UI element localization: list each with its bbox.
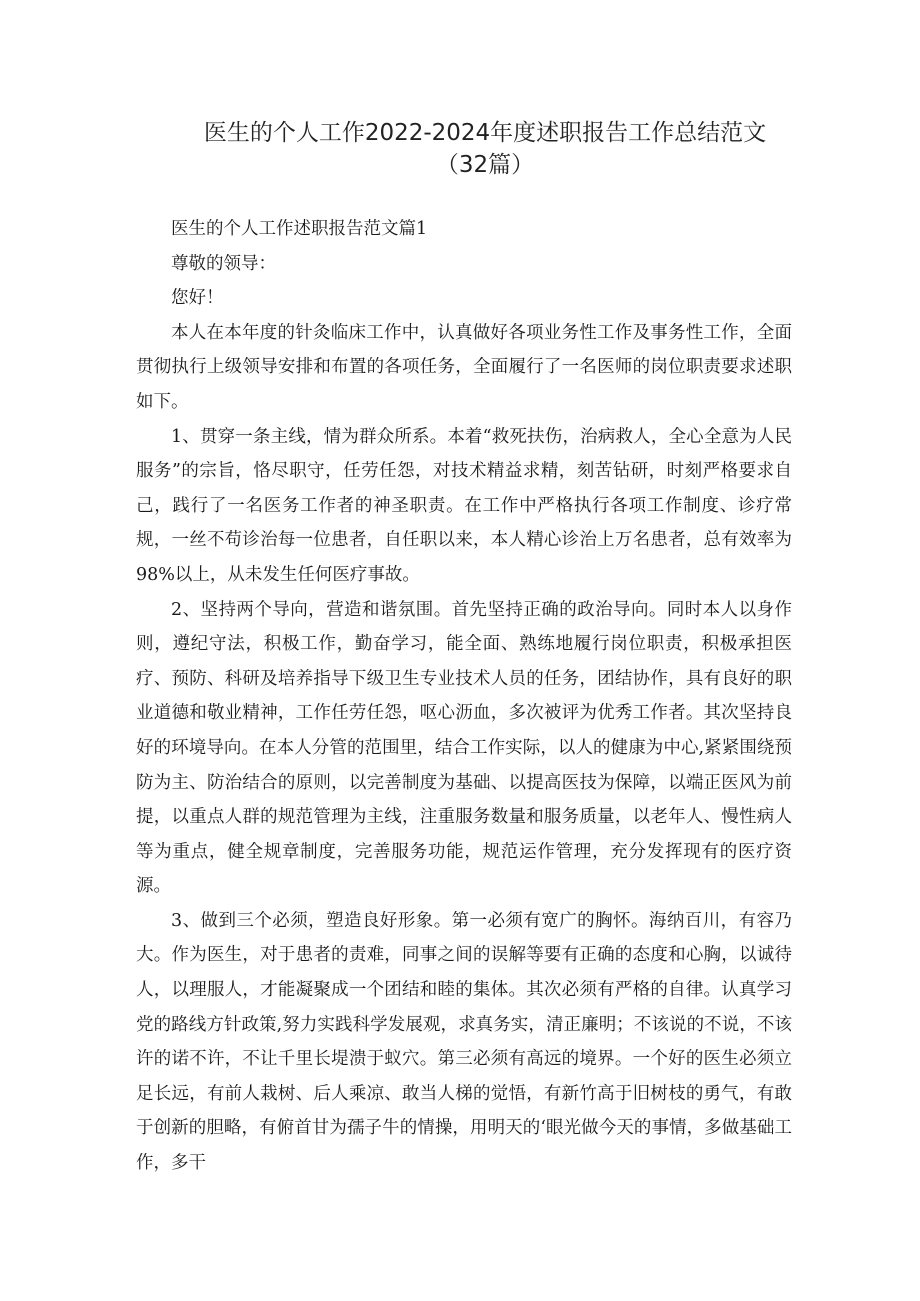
paragraph: 本人在本年度的针灸临床工作中，认真做好各项业务性工作及事务性工作，全面贯彻执行上级领导安排和布置的各项任务，全面履行了一名医师的岗位职责要求述职如下。 bbox=[136, 322, 792, 412]
greeting: 您好！ bbox=[171, 288, 224, 309]
salutation: 尊敬的领导： bbox=[171, 253, 276, 274]
document-title-count: （32篇） bbox=[435, 152, 535, 178]
document-body bbox=[136, 212, 792, 1181]
document-title: 医生的个人工作2022-2024年度述职报告工作总结范文 bbox=[203, 120, 767, 146]
section-heading: 医生的个人工作述职报告范文篇1 bbox=[171, 219, 428, 239]
paragraph: 3、做到三个必须，塑造良好形象。第一必须有宽广的胸怀。海纳百川，有容乃大。作为医生，对于患者的责难，同事之间的误解等要有正确的态度和心胸，以诚待人，以理服人，才能凝聚成一个团结和睦的集体。其次必须有严格的自律。认真学习党的路线方针政策,努力实践科学发展观，求真务实，清正廉明；不该说的不说，不该许的诺不许，不让千里长堤溃于蚁穴。第三必须有高远的境界。一个好的医生必须立足长远，有前人栽树、后人乘凉、敢当人梯的觉悟，有新竹高于旧树枝的勇气，有敢于创新的胆略，有俯首甘为孺子牛的情操，用明天的‘眼光做今天的事情，多做基础工作，多干 bbox=[136, 910, 792, 1174]
paragraph: 1、贯穿一条主线，情为群众所系。本着“救死扶伤，治病救人，全心全意为人民服务”的宗旨，恪尽职守，任劳任怨，对技术精益求精，刻苦钻研，时刻严格要求自己，践行了一名医务工作者的神圣职责。在工作中严格执行各项工作制度、诊疗常规，一丝不苟诊治每一位患者，自任职以来，本人精心诊治上万名患者，总有效率为98%以上，从未发生任何医疗事故。 bbox=[136, 426, 792, 585]
paragraph: 2、坚持两个导向，营造和谐氛围。首先坚持正确的政治导向。同时本人以身作则，遵纪守法，积极工作，勤奋学习，能全面、熟练地履行岗位职责，积极承担医疗、预防、科研及培养指导下级卫生专业技术人员的任务，团结协作，具有良好的职业道德和敬业精神，工作任劳任怨，呕心沥血，多次被评为优秀工作者。其次坚持良好的环境导向。在本人分管的范围里，结合工作实际，以人的健康为中心,紧紧围绕预防为主、防治结合的原则，以完善制度为基础、以提高医技为保障，以端正医风为前提，以重点人群的规范管理为主线，注重服务数量和服务质量，以老年人、慢性病人等为重点，健全规章制度，完善服务功能，规范运作管理，充分发挥现有的医疗资源。 bbox=[136, 599, 792, 897]
